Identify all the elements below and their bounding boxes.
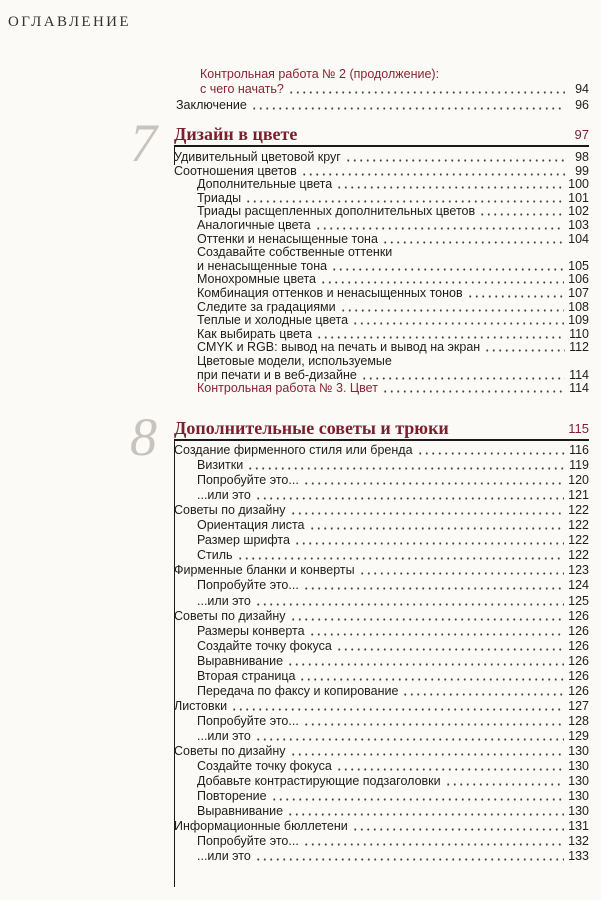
toc-entry[interactable]	[174, 164, 589, 178]
toc-page-number: 133	[568, 849, 589, 864]
dot-leader	[402, 693, 564, 696]
toc-page-number: 112	[569, 340, 589, 355]
dot-leader	[303, 587, 564, 590]
toc-entry-label: Создавайте собственные оттенки	[197, 245, 393, 260]
toc-page-number: 126	[568, 638, 589, 653]
toc-entry[interactable]	[200, 82, 589, 96]
toc-entry-label: Как выбирать цвета	[197, 326, 313, 341]
dot-leader	[361, 377, 565, 380]
dot-leader	[484, 349, 565, 352]
toc-page-number: 130	[568, 804, 589, 819]
dot-leader	[336, 186, 564, 189]
toc-entry[interactable]	[174, 150, 589, 164]
toc-entry-label: Следите за градациями	[197, 299, 336, 314]
toc-entry[interactable]	[197, 313, 589, 327]
dot-leader	[352, 322, 564, 325]
dot-leader	[467, 295, 565, 298]
chapter-heading[interactable]	[174, 418, 589, 440]
toc-entry-label: Советы по дизайну	[174, 503, 286, 518]
toc-entry[interactable]	[197, 381, 589, 395]
toc-entry-label: Вторая страница	[197, 668, 296, 683]
toc-page-number: 99	[575, 163, 589, 178]
toc-page-number: 104	[568, 231, 589, 246]
dot-leader	[255, 858, 564, 861]
toc-page-number: 116	[569, 443, 589, 457]
toc-page-number: 125	[568, 593, 589, 608]
dot-leader	[336, 648, 564, 651]
toc-entry[interactable]	[197, 232, 589, 246]
dot-leader	[417, 452, 565, 455]
toc-entry-label: Триады	[197, 190, 242, 205]
toc-page-number: 122	[568, 533, 589, 548]
toc-entry[interactable]	[174, 503, 589, 517]
toc-entry-label: Выравнивание	[197, 804, 284, 819]
toc-entry-label: Передача по факсу и копирование	[197, 683, 399, 698]
chapter-number: 8	[130, 407, 157, 467]
toc-entry-label: Создайте точку фокуса	[197, 759, 332, 774]
dot-leader	[303, 843, 564, 846]
toc-page-number: 126	[568, 668, 589, 683]
toc-entry-label: ...или это	[197, 728, 251, 743]
toc-entry[interactable]	[197, 804, 589, 818]
toc-entry[interactable]	[197, 327, 589, 341]
toc-entry-label: Заключение	[176, 98, 247, 112]
chapter-rule	[174, 145, 589, 147]
toc-entry[interactable]	[197, 669, 589, 683]
toc-entry[interactable]	[197, 518, 589, 532]
toc-entry-label: Теплые и холодные цвета	[197, 313, 349, 328]
toc-entry[interactable]	[197, 458, 589, 472]
toc-entry[interactable]	[197, 177, 589, 191]
toc-entry[interactable]	[197, 548, 589, 562]
dot-leader	[290, 512, 565, 515]
toc-page-number: 102	[568, 204, 589, 219]
running-header: ОГЛАВЛЕНИЕ	[8, 14, 131, 30]
toc-page-number: 119	[569, 458, 589, 473]
toc-entry-label: Аналогичные цвета	[197, 218, 311, 232]
toc-entry-label: Создание фирменного стиля или бренда	[174, 443, 413, 457]
toc-page-number: 122	[568, 518, 589, 533]
toc-entry[interactable]	[174, 744, 589, 758]
toc-entry-label: и ненасыщенные тона	[197, 258, 328, 273]
toc-entry[interactable]	[197, 759, 589, 773]
toc-entry[interactable]	[197, 300, 589, 314]
toc-entry-label: Дополнительные цвета	[197, 177, 333, 192]
dot-leader	[303, 723, 564, 726]
toc-page-number: 108	[568, 299, 589, 314]
toc-entry[interactable]	[197, 204, 589, 218]
toc-entry[interactable]	[174, 699, 589, 713]
toc-entry[interactable]	[197, 245, 589, 259]
chapter-heading[interactable]	[174, 124, 589, 146]
toc-entry-label: Комбинация оттенков и ненасыщенных тонов	[197, 286, 463, 300]
toc-page-number: 132	[568, 834, 589, 849]
chapter-title: Дополнительные советы и трюки	[174, 418, 449, 438]
toc-page-number: 98	[575, 150, 589, 164]
toc-entry[interactable]	[197, 272, 589, 286]
toc-entry[interactable]	[174, 609, 589, 623]
dot-leader	[294, 542, 564, 545]
toc-entry[interactable]	[197, 354, 589, 368]
dot-leader	[287, 813, 564, 816]
dot-leader	[251, 107, 565, 110]
dot-leader	[247, 467, 565, 470]
dot-leader	[352, 828, 564, 831]
dot-leader	[255, 738, 564, 741]
dot-leader	[315, 227, 564, 230]
dot-leader	[316, 336, 565, 339]
toc-entry[interactable]	[174, 443, 589, 457]
toc-entry-label: Удивительный цветовой круг	[174, 150, 341, 164]
toc-entry[interactable]	[176, 98, 589, 112]
toc-entry-label: Советы по дизайну	[174, 744, 286, 758]
toc-entry[interactable]	[197, 594, 589, 608]
toc-entry-label: Монохромные цвета	[197, 272, 317, 287]
toc-entry-label: Создайте точку фокуса	[197, 638, 332, 653]
dot-leader	[237, 557, 565, 560]
toc-entry[interactable]	[197, 789, 589, 803]
toc-entry-label: ...или это	[197, 488, 251, 503]
toc-page-number: 120	[568, 473, 589, 488]
toc-entry[interactable]	[197, 488, 589, 502]
toc-entry-label: Выравнивание	[197, 653, 284, 668]
toc-entry-label: Информационные бюллетени	[174, 819, 348, 834]
toc-entry-label: Добавьте контрастирующие подзаголовки	[197, 774, 441, 789]
dot-leader	[309, 527, 565, 530]
toc-page-number: 126	[568, 623, 589, 638]
toc-page-number: 130	[568, 774, 589, 789]
dot-leader	[359, 572, 565, 575]
dot-leader	[340, 309, 565, 312]
toc-entry-label: Попробуйте это...	[197, 578, 299, 593]
toc-entry[interactable]	[197, 639, 589, 653]
toc-page-number: 124	[568, 578, 589, 593]
toc-page-number: 105	[568, 258, 589, 273]
dot-leader	[299, 678, 564, 681]
toc-page-number: 126	[568, 653, 589, 668]
toc-entry[interactable]	[197, 191, 589, 205]
dot-leader	[303, 482, 564, 485]
toc-entry[interactable]	[197, 834, 589, 848]
chapter-rule	[174, 439, 589, 441]
dot-leader	[331, 268, 564, 271]
toc-entry[interactable]	[197, 533, 589, 547]
toc-entry-label[interactable]: Контрольная работа № 2 (продолжение):	[200, 67, 440, 81]
dot-leader	[290, 618, 565, 621]
toc-page-number: 126	[568, 608, 589, 623]
dot-leader	[345, 159, 565, 162]
dot-leader	[301, 173, 565, 176]
toc-page-number: 109	[568, 313, 589, 328]
toc-entry[interactable]	[174, 563, 589, 577]
toc-page-number: 106	[568, 272, 589, 287]
toc-entry-label: Размер шрифта	[197, 533, 290, 548]
toc-entry-label: Цветовые модели, используемые	[197, 354, 392, 368]
toc-entry[interactable]	[174, 819, 589, 833]
toc-entry-label: Контрольная работа № 3. Цвет	[197, 381, 378, 396]
toc-page-number: 107	[568, 286, 589, 300]
toc-entry-label: Стиль	[197, 548, 233, 563]
toc-entry-label: ...или это	[197, 849, 251, 864]
toc-page-number: 114	[569, 381, 589, 396]
toc-entry[interactable]	[197, 340, 589, 354]
dot-leader	[290, 753, 565, 756]
toc-page-number: 130	[568, 789, 589, 804]
toc-entry-label: Советы по дизайну	[174, 608, 286, 623]
dot-leader	[382, 241, 564, 244]
toc-page-number: 121	[568, 488, 589, 503]
toc-entry[interactable]	[197, 218, 589, 232]
toc-page-number: 110	[569, 326, 589, 341]
chapter-page-number: 115	[568, 421, 589, 436]
toc-entry-label: Ориентация листа	[197, 518, 305, 533]
dot-leader	[336, 768, 564, 771]
toc-entry[interactable]	[197, 578, 589, 592]
toc-entry-label: Триады расщепленных дополнительных цветов	[197, 204, 476, 219]
toc-page-number: 122	[568, 503, 589, 518]
chapter-number: 7	[130, 113, 157, 173]
dot-leader	[255, 603, 564, 606]
toc-page-number: 130	[568, 759, 589, 774]
dot-leader	[288, 91, 565, 94]
toc-entry-label: Попробуйте это...	[197, 473, 299, 488]
toc-entry[interactable]	[197, 259, 589, 273]
toc-entry[interactable]	[197, 684, 589, 698]
toc-entry-label: Визитки	[197, 458, 244, 473]
toc-page-number: 129	[568, 728, 589, 743]
dot-leader	[445, 783, 565, 786]
toc-page-number: 122	[568, 548, 589, 563]
toc-entry-label: Размеры конверта	[197, 623, 305, 638]
toc-page-number: 96	[575, 98, 589, 112]
dot-leader	[309, 633, 565, 636]
toc-entry-label: при печати и в веб-дизайне	[197, 367, 357, 382]
toc-entry-label: Листовки	[174, 698, 228, 713]
toc-page-number: 130	[568, 744, 589, 758]
toc-entry[interactable]	[197, 286, 589, 300]
dot-leader	[231, 708, 564, 711]
dot-leader	[382, 390, 565, 393]
toc-entry-label: Оттенки и ненасыщенные тона	[197, 231, 378, 246]
toc-entry[interactable]	[197, 714, 589, 728]
chapter-page-number: 97	[574, 127, 589, 142]
dot-leader	[479, 213, 564, 216]
dot-leader	[287, 663, 564, 666]
toc-entry[interactable]	[197, 654, 589, 668]
toc-page-number: 94	[575, 82, 589, 96]
toc-page-number: 127	[568, 698, 589, 713]
toc-entry[interactable]	[197, 849, 589, 863]
toc-entry[interactable]	[197, 368, 589, 382]
toc-page-number: 128	[568, 713, 589, 728]
toc-entry-label: ...или это	[197, 593, 251, 608]
toc-entry-label: CMYK и RGB: вывод на печать и вывод на экран	[197, 340, 481, 355]
toc-page-number: 100	[568, 177, 589, 192]
toc-page-number: 131	[568, 819, 589, 834]
dot-leader	[245, 200, 564, 203]
dot-leader	[320, 281, 564, 284]
toc-entry-label: Соотношения цветов	[174, 163, 297, 178]
chapter-title: Дизайн в цвете	[174, 124, 298, 144]
toc-page-number: 114	[569, 367, 589, 382]
dot-leader	[271, 798, 565, 801]
toc-entry[interactable]	[197, 774, 589, 788]
toc-entry-label: Попробуйте это...	[197, 713, 299, 728]
toc-page-number: 101	[568, 190, 589, 205]
toc-entry[interactable]	[197, 624, 589, 638]
toc-entry-label: с чего начать?	[200, 82, 284, 96]
toc-page-number: 123	[568, 563, 589, 578]
toc-entry[interactable]	[197, 729, 589, 743]
toc-entry-label: Повторение	[197, 789, 267, 804]
dot-leader	[255, 497, 564, 500]
toc-entry-label: Попробуйте это...	[197, 834, 299, 849]
toc-page-number: 126	[568, 683, 589, 698]
toc-page-number: 103	[568, 218, 589, 232]
toc-entry[interactable]	[197, 473, 589, 487]
toc-entry-label: Фирменные бланки и конверты	[174, 563, 355, 578]
